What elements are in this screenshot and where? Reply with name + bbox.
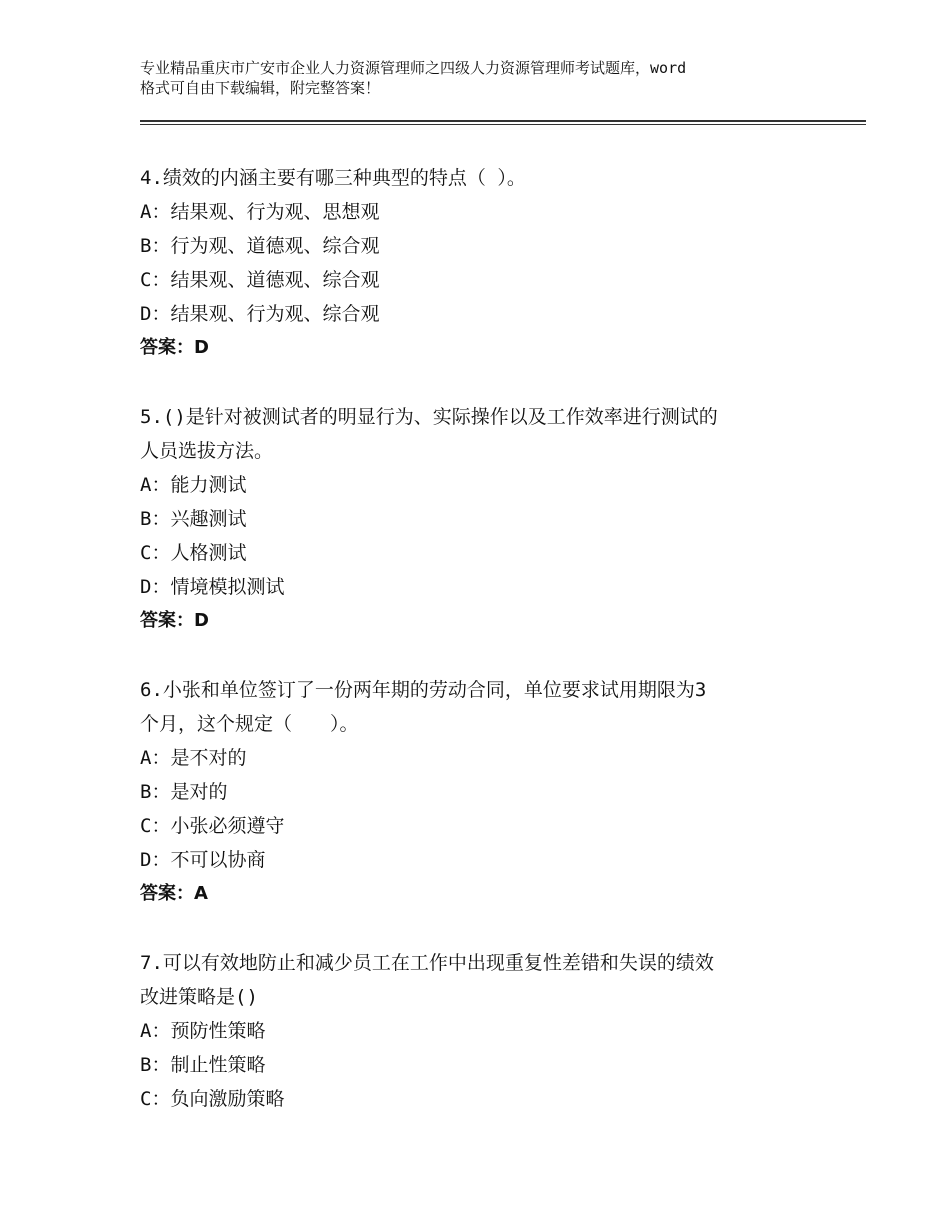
question-6 (140, 673, 830, 911)
option-b: B：是对的 (140, 781, 228, 803)
question-4 (140, 161, 830, 365)
question-5 (140, 400, 830, 638)
answer: 答案：A (140, 883, 208, 904)
option-a: A：结果观、行为观、思想观 (140, 201, 380, 223)
question-stem: 6.小张和单位签订了一份两年期的劳动合同，单位要求试用期限为3 (140, 679, 707, 701)
option-a: A：能力测试 (140, 474, 247, 496)
option-a: A：预防性策略 (140, 1020, 266, 1042)
document-header (140, 58, 830, 98)
header-line-1: 专业精品重庆市广安市企业人力资源管理师之四级人力资源管理师考试题库，word (140, 59, 687, 77)
question-stem-cont: 人员选拔方法。 (140, 440, 274, 462)
option-c: C：负向激励策略 (140, 1088, 285, 1110)
answer: 答案：D (140, 337, 209, 358)
answer: 答案：D (140, 610, 209, 631)
option-c: C：小张必须遵守 (140, 815, 285, 837)
option-d: D：结果观、行为观、综合观 (140, 303, 380, 325)
question-stem: 7.可以有效地防止和减少员工在工作中出现重复性差错和失误的绩效 (140, 952, 714, 974)
question-stem: 5.()是针对被测试者的明显行为、实际操作以及工作效率进行测试的 (140, 406, 718, 428)
option-c: C：人格测试 (140, 542, 247, 564)
question-stem-cont: 个月，这个规定（ ）。 (140, 713, 359, 735)
header-line-2: 格式可自由下载编辑，附完整答案！ (140, 79, 381, 97)
header-divider-thick (140, 120, 866, 122)
option-b: B：制止性策略 (140, 1054, 266, 1076)
question-stem-cont: 改进策略是() (140, 986, 258, 1008)
option-b: B：行为观、道德观、综合观 (140, 235, 380, 257)
option-a: A：是不对的 (140, 747, 247, 769)
question-7 (140, 946, 830, 1116)
option-b: B：兴趣测试 (140, 508, 247, 530)
question-stem: 4.绩效的内涵主要有哪三种典型的特点（ ）。 (140, 167, 526, 189)
option-d: D：不可以协商 (140, 849, 266, 871)
option-c: C：结果观、道德观、综合观 (140, 269, 380, 291)
header-divider-thin (140, 124, 866, 125)
option-d: D：情境模拟测试 (140, 576, 285, 598)
